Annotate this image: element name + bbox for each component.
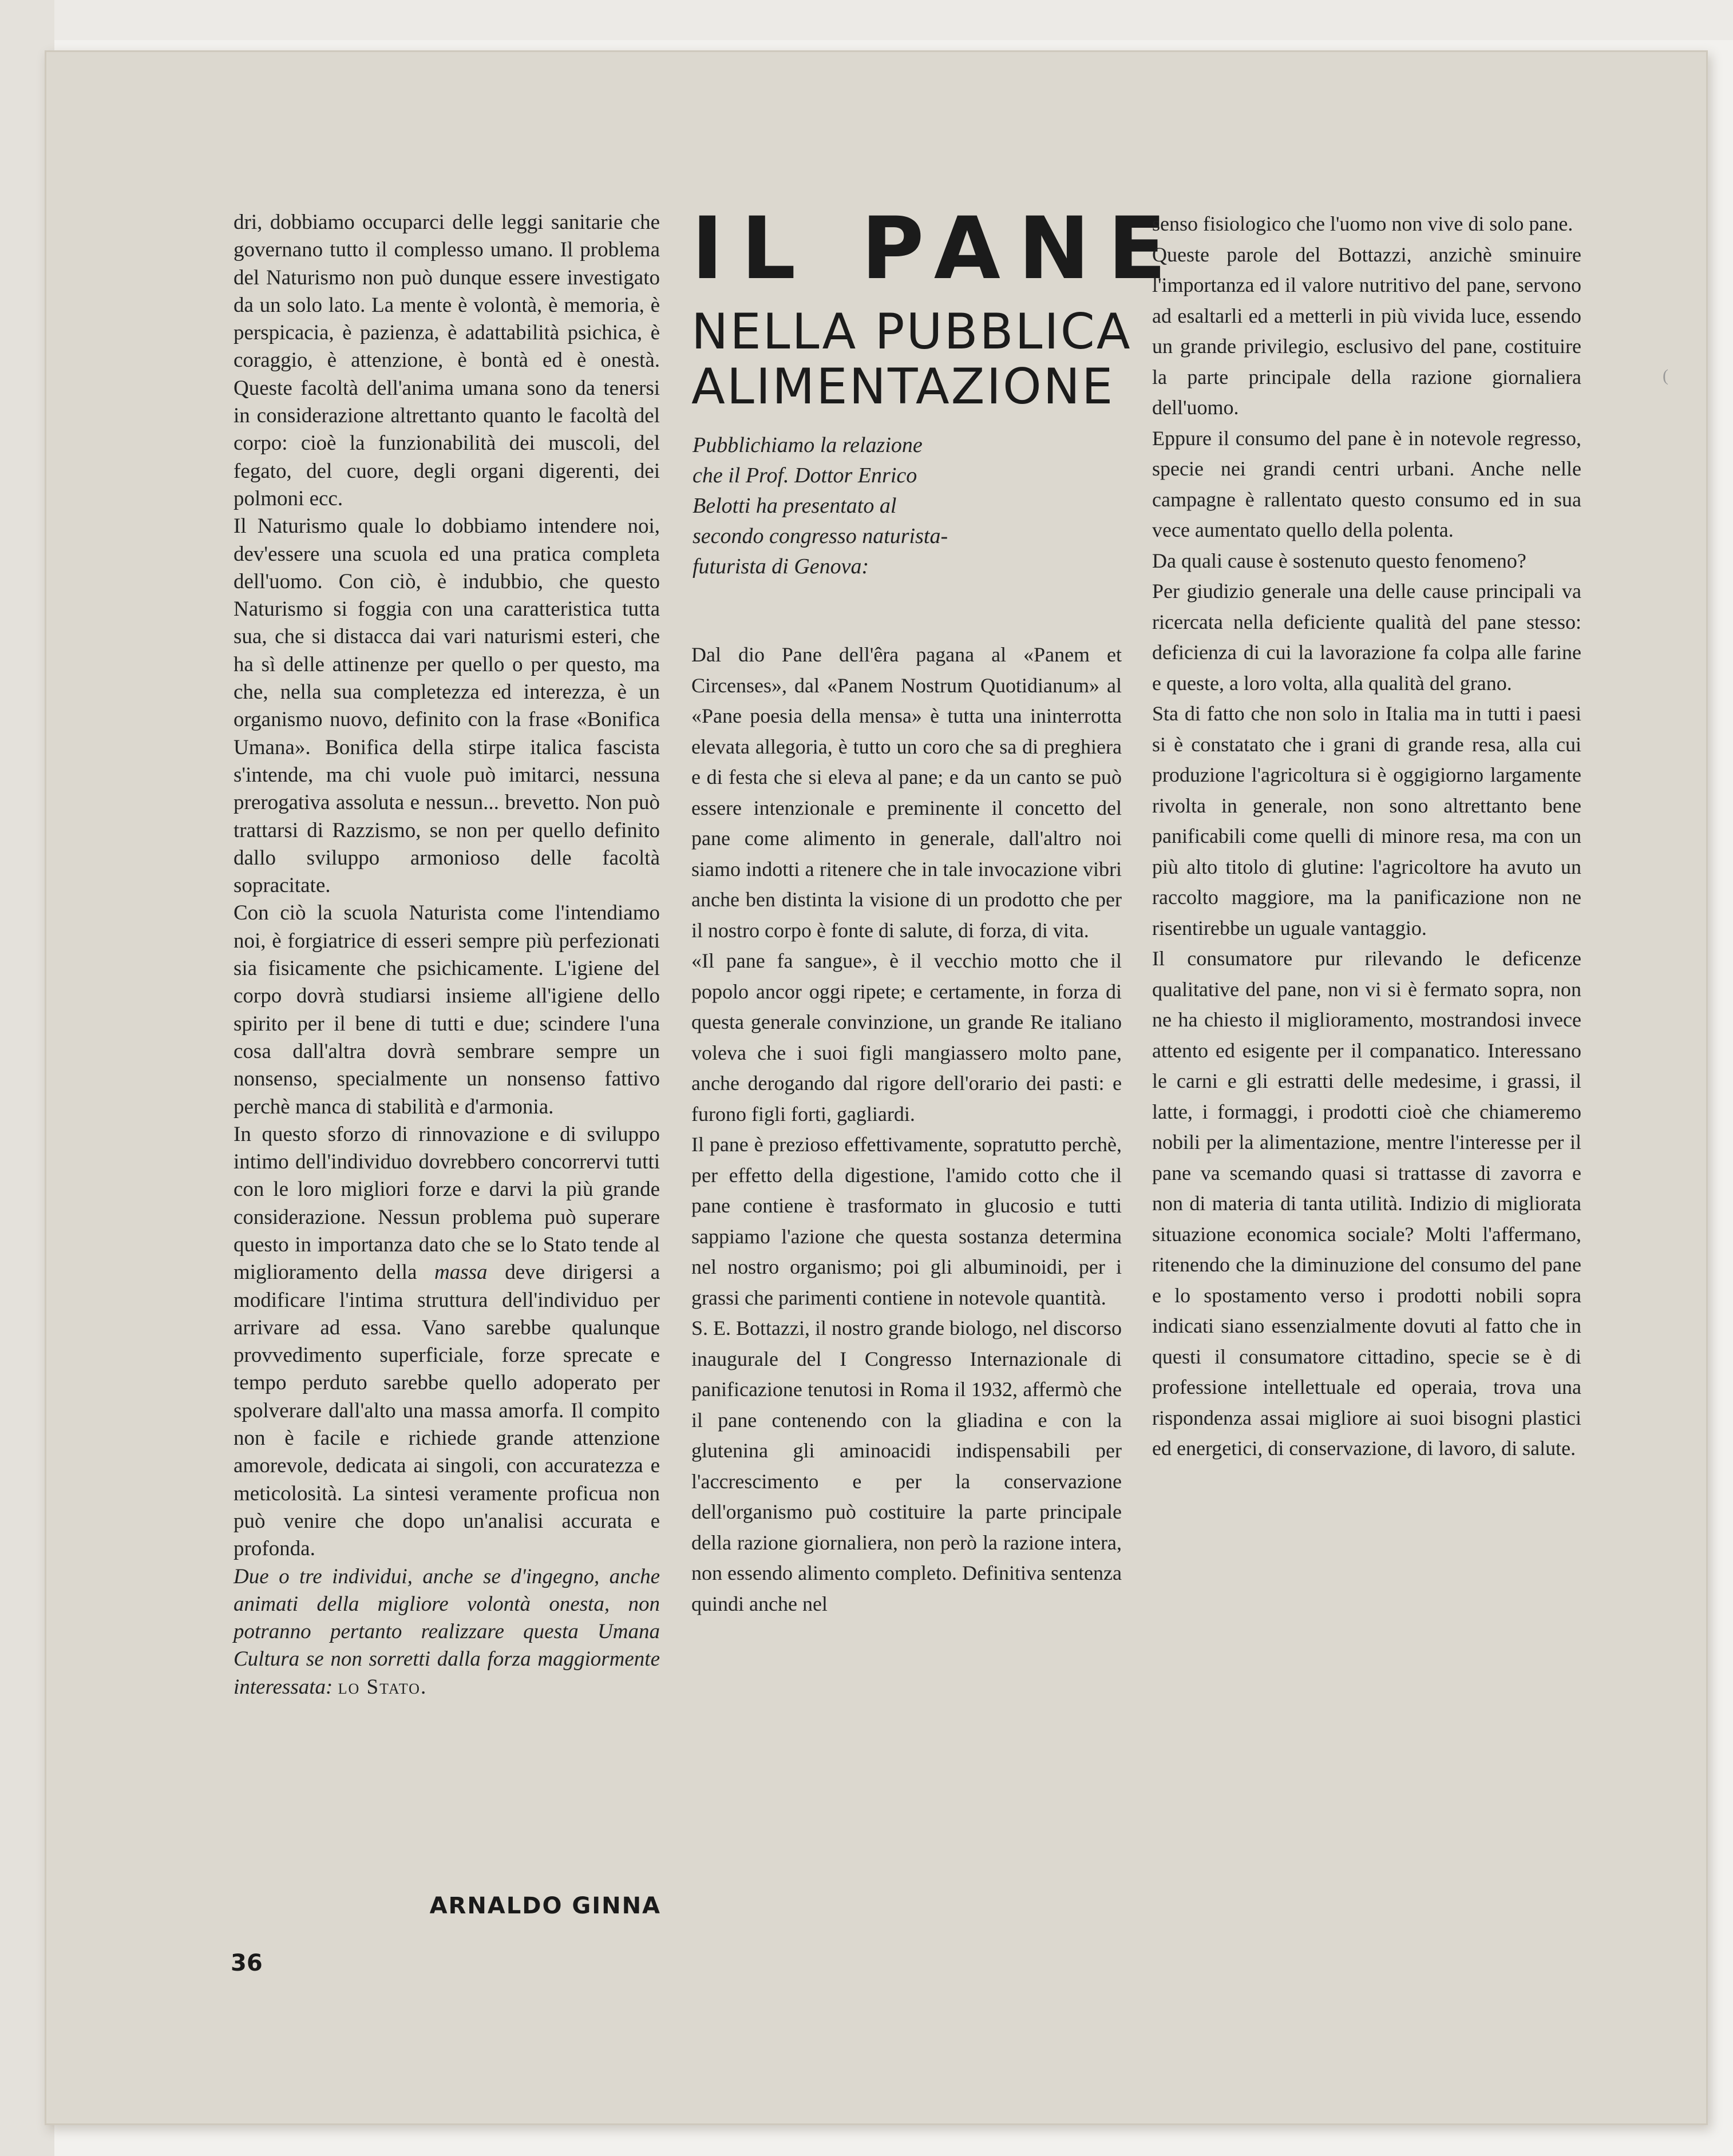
margin-mark: (	[1663, 366, 1668, 385]
left-paragraph-3: Con ciò la scuola Naturista come l'intendiamo noi, è forgiatrice di esseri sempre più perfezionati sia fisicamente che psichicamente. L'igiene del corpo dovrà studiarsi insieme all'igiene dello spirito per il bene di tutti e due; scindere l'una cosa dall'altra dovrà sembrare sempre un nonsenso, specialmente un nonsenso fattivo perchè manca di stabilità e d'armonia.	[234, 901, 660, 1119]
left-column	[234, 209, 660, 1701]
lo-stato: lo Stato.	[338, 1675, 428, 1699]
right-paragraph-5: Per giudizio generale una delle cause principali va ricercata nella deficiente qualità del pane stesso: deficienza di cui la lavorazione fa colpa alle farine e queste, a loro volta, alla qualità del grano.	[1152, 580, 1581, 695]
right-column	[1152, 209, 1581, 1464]
middle-column	[691, 640, 1122, 1619]
right-paragraph-2: Queste parole del Bottazzi, anzichè sminuire l'importanza ed il valore nutritivo del pane, servono ad esaltarli ed a metterli in più vivida luce, essendo un grande privilegio, esclusivo del pane, costituire la parte principale della razione giornaliera dell'uomo.	[1152, 243, 1581, 419]
middle-paragraph-3: Il pane è prezioso effettivamente, sopratutto perchè, per effetto della digestione, l'amido cotto che il pane contiene è trasformato in glucosio e tutti sappiamo l'azione che questa sostanza determina nel nostro organismo; poi gli albuminoidi, per i grassi che parimenti contiene in notevole quantità.	[691, 1133, 1122, 1309]
article-subtitle-line-2: ALIMENTAZIONE	[691, 358, 1115, 415]
right-paragraph-1: senso fisiologico che l'uomo non vive di solo pane.	[1152, 212, 1573, 235]
page-number: 36	[231, 1950, 263, 1976]
right-paragraph-3: Eppure il consumo del pane è in notevole regresso, specie nei grandi centri urbani. Anche nelle campagne è rallentato questo consumo ed in sua vece aumentato quello della polenta.	[1152, 426, 1581, 541]
scan-background-top	[54, 0, 1733, 40]
right-paragraph-7: Il consumatore pur rilevando le deficenze qualitative del pane, non vi si è fermato sopra, non ne ha chiesto il miglioramento, mostrandosi invece attento ed esigente per il companatico. Interessano le carni e gli estratti delle medesime, i grassi, il latte, i formaggi, i prodotti cioè che chiameremo nobili per la alimentazione, mentre l'interesse per il pane va scemando quasi si trattasse di zavorra e non di materia di tanta utilità. Indizio di migliorata situazione economica sociale? Molti l'affermano, ritenendo che la diminuzione del consumo del pane e lo spostamento verso i prodotti nobili sopra indicati siano essenzialmente dovuti al fatto che in questi il consumatore cittadino, specie se è di professione intellettuale ed operaia, trova una rispondenza assai migliore ai suoi bisogni plastici ed energetici, di conservazione, di lavoro, di salute.	[1152, 947, 1581, 1460]
left-paragraph-1: dri, dobbiamo occuparci delle leggi sanitarie che governano tutto il complesso umano. Il problema del Naturismo non può dunque essere investigato da un solo lato. La mente è volontà, è memoria, è perspicacia, è pazienza, è adattabilità psichica, è coraggio, è attenzione, è bontà ed è onestà. Queste facoltà dell'anima umana sono da tenersi in considerazione altrettanto quanto le facoltà del corpo: cioè la funzionabilità dei muscoli, del fegato, del cuore, degli organi digerenti, dei polmoni ecc.	[234, 211, 660, 510]
left-paragraph-2: Il Naturismo quale lo dobbiamo intendere noi, dev'essere una scuola ed una pratica completa dell'uomo. Con ciò, è indubbio, che questo Naturismo si foggia con una caratteristica tutta sua, che si distacca dai vari naturismi esteri, che ha sì delle attinenze per quello o per questo, ma che, nella sua completezza ed interezza, è un organismo nuovo, definito con la frase «Bonifica Umana». Bonifica della stirpe italica fascista s'intende, ma chi vuole può imitarci, nessuna prerogativa assoluta e nessun... brevetto. Non può trattarsi di Razzismo, se non per quello definito dallo sviluppo armonioso delle facoltà sopracitate.	[234, 514, 660, 898]
author-signature: ARNALDO GINNA	[429, 1893, 661, 1919]
article-title-block	[691, 199, 1184, 415]
emphasis-massa: massa	[434, 1261, 488, 1285]
middle-paragraph-1: Dal dio Pane dell'êra pagana al «Panem et Circenses», dal «Panem Nostrum Quotidianum» al «Pane poesia della mensa» è tutta una ininterrotta elevata allegoria, è tutto un coro che sa di preghiera e di festa che si eleva al pane; e da un canto se può essere intenzionale e preminente il concetto del pane come alimento in generale, dall'altro noi siamo indotti a ritenere che in tale invocazione vibri anche ben distinta la visione di un prodotto che per il nostro corpo è fonte di salute, di forza, di vita.	[691, 643, 1122, 942]
left-paragraph-4: In questo sforzo di rinnovazione e di sviluppo intimo dell'individuo dovrebbero concorrervi tutti con le loro migliori forze e darvi la più grande considerazione. Nessun problema può superare questo in importanza dato che se lo Stato tende al miglioramento della massa deve dirigersi a modificare l'intima struttura dell'individuo per arrivare ad essa. Vano sarebbe qualunque provvedimento superficiale, forze sprecate e tempo perduto sarebbe quello adoperato per spolverare dall'alto una massa amorfa. Il compito non è facile e richiede grande attenzione amorevole, dedicata ai singoli, con accuratezza e meticolosità. La sintesi veramente proficua non può venire che dopo un'analisi accurata e profonda.	[234, 1122, 660, 1561]
middle-paragraph-4: S. E. Bottazzi, il nostro grande biologo, nel discorso inaugurale del I Congresso Internazionale di panificazione tenutosi in Roma il 1932, affermò che il pane contenendo con la gliadina e con la glutenina gli aminoacidi indispensabili per l'accrescimento e per la conservazione dell'organismo può costituire la parte principale della razione giornaliera, non però la razione intera, non essendo alimento completo. Definitiva sentenza quindi anche nel	[691, 1317, 1122, 1615]
article-intro: Pubblichiamo la relazione che il Prof. Dottor Enrico Belotti ha presentato al secondo congresso naturista-futurista di Genova:	[693, 433, 948, 578]
article-title: IL PANE	[691, 199, 1184, 299]
article-subtitle-line-1: NELLA PUBBLICA	[691, 303, 1132, 360]
right-paragraph-4: Da quali cause è sostenuto questo fenomeno?	[1152, 549, 1526, 572]
middle-paragraph-2: «Il pane fa sangue», è il vecchio motto che il popolo ancor oggi ripete; e certamente, in forza di questa generale convinzione, un grande Re italiano voleva che i suoi figli mangiassero molto pane, anche derogando dal rigore dell'orario dei pasti: e furono figli forti, gagliardi.	[691, 949, 1122, 1125]
right-paragraph-6: Sta di fatto che non solo in Italia ma in tutti i paesi si è constatato che i grani di grande resa, alla cui produzione l'agricoltura si è oggigiorno largamente rivolta in generale, non sono altrettanto bene panificabili come quelli di minore resa, ma con un più alto titolo di glutine: l'agricoltore ha avuto un raccolto maggiore, ma la panificazione non ne risentirebbe un uguale vantaggio.	[1152, 702, 1581, 940]
left-paragraph-5: Due o tre individui, anche se d'ingegno, anche animati della migliore volontà onesta, non potranno pertanto realizzare questa Umana Cultura se non sorretti dalla forza maggiormente interessata: lo Stato.	[234, 1564, 660, 1699]
